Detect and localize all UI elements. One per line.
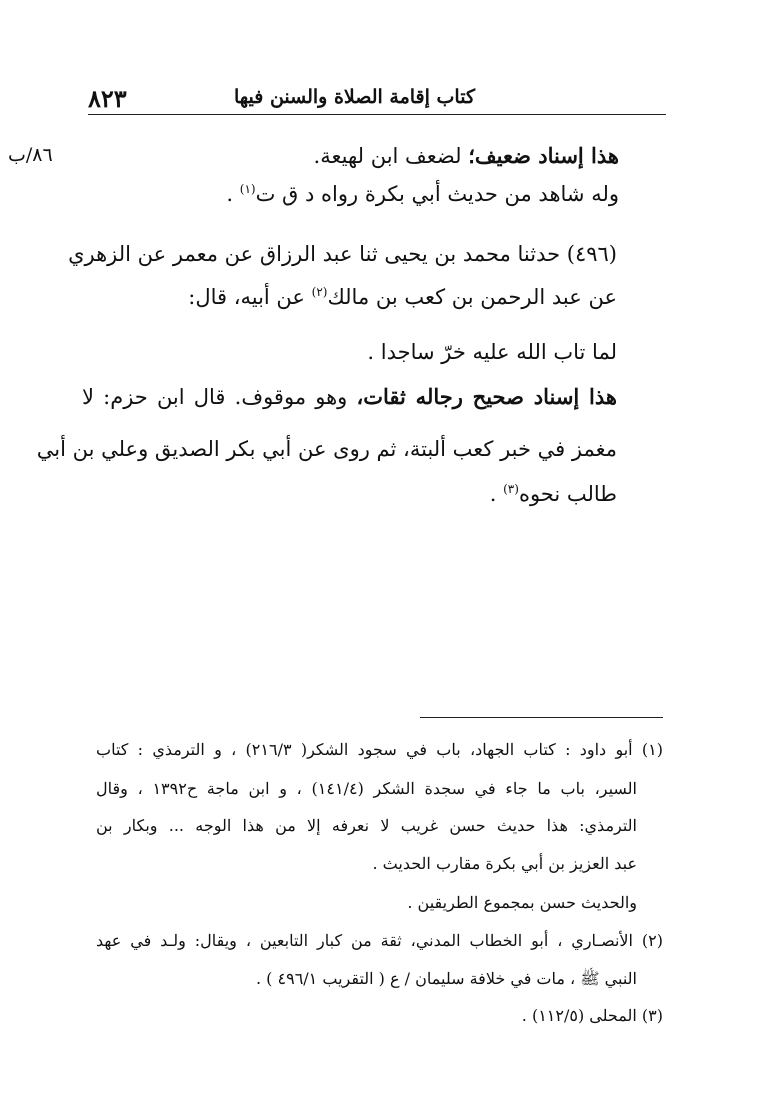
footnote-1-line-5: والحديث حسن بمجموع الطريقين . — [407, 893, 637, 912]
footnote-2-line-2: النبي ﷺ ، مات في خلافة سليمان / ع ( التقريب ٤٩٦/١ ) . — [256, 969, 637, 988]
grading-bold-2: هذا إسناد صحيح رجاله ثقات، — [356, 384, 617, 409]
footnote-marker-1: (١) — [239, 182, 256, 196]
footnote-marker-2: (٢) — [311, 285, 328, 299]
footnote-2-line-1: (٢) الأنصـاري ، أبو الخطاب المدني، ثقة من كبار التابعين ، ويقال: ولـد في عهد — [96, 931, 663, 950]
grading-line-2: مغمز في خبر كعب ألبتة، ثم روى عن أبي بكر الصديق وعلي بن أبي — [36, 437, 617, 461]
header-rule — [88, 114, 666, 115]
footnote-1-line-3: الترمذي: هذا حديث حسن غريب لا نعرفه إلا من هذا الوجه ... وبكار بن — [96, 816, 637, 835]
page-number: ٨٢٣ — [88, 84, 127, 113]
footnote-3-line-1: (٣) المحلى (١١٢/٥) . — [521, 1006, 663, 1025]
grading-bold: هذا إسناد ضعيف؛ — [468, 143, 619, 168]
footnote-marker-3: (٣) — [503, 482, 519, 496]
manuscript-folio-reference: ٨٦/ب — [8, 144, 53, 166]
footnote-1-line-4: عبد العزيز بن أبي بكرة مقارب الحديث . — [372, 854, 637, 873]
witness-text: وله شاهد من حديث أبي بكرة رواه د ق ت — [255, 182, 619, 206]
hadith-line-2 — [82, 285, 617, 309]
grading-line-1 — [82, 384, 617, 409]
grading-line-3-text: طالب نحوه — [518, 482, 617, 506]
grading-rest: وهو موقوف. قال ابن حزم: لا — [82, 385, 357, 409]
hadith-isnad: عن عبد الرحمن بن كعب بن مالك — [327, 285, 617, 309]
footnote-1-line-2: السير، باب ما جاء في سجدة الشكر (١٤١/٤) ، و ابن ماجة ح١٣٩٢ ، وقال — [96, 779, 638, 798]
hadith-matn: لما تاب الله عليه خرّ ساجدا . — [367, 340, 617, 364]
footnote-separator — [420, 717, 663, 718]
body-line-2 — [84, 182, 619, 206]
hadith-isnad-end: عن أبيه، قال: — [188, 285, 312, 309]
grading-text: لضعف ابن لهيعة. — [313, 144, 469, 168]
hadith-line-1: (٤٩٦) حدثنا محمد بن يحيى ثنا عبد الرزاق عن معمر عن الزهري — [68, 242, 617, 266]
running-header-title: كتاب إقامة الصلاة والسنن فيها — [233, 86, 475, 108]
witness-end: . — [226, 182, 240, 206]
body-line-1 — [84, 143, 619, 168]
grading-line-3 — [82, 482, 617, 506]
grading-line-3-end: . — [489, 482, 504, 506]
footnote-1-line-1: (١) أبو داود : كتاب الجهاد، باب في سجود الشكر( ٢١٦/٣) ، و الترمذي : كتاب — [96, 740, 663, 759]
